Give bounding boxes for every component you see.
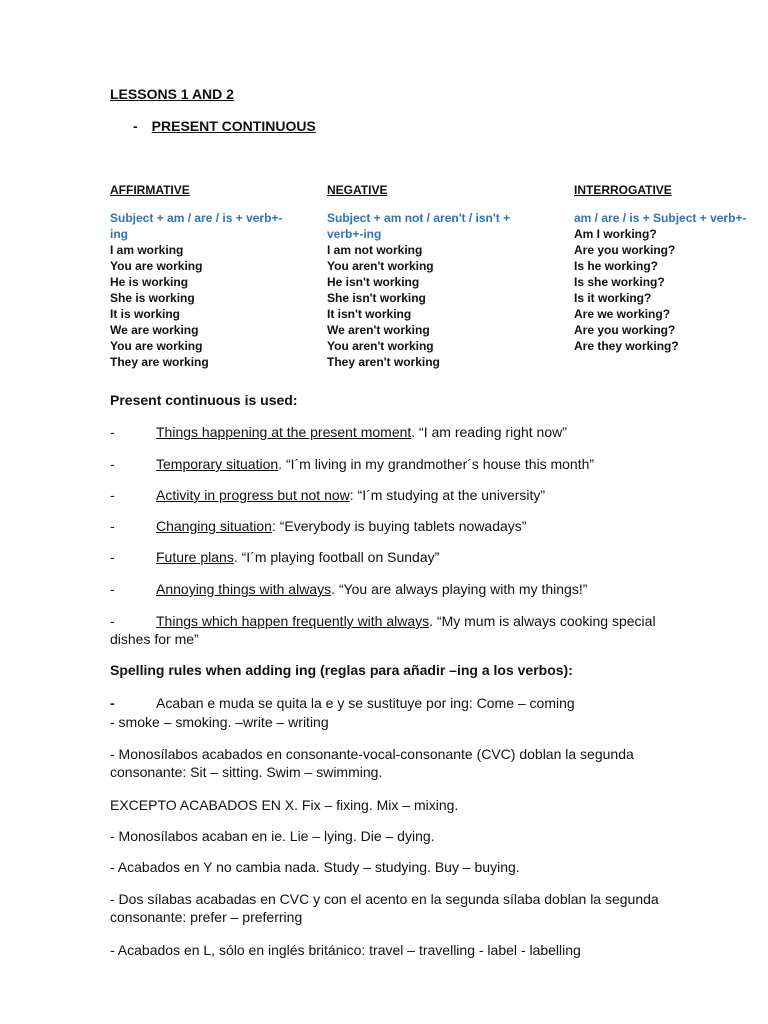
use-example: : “Everybody is buying tablets nowadays” bbox=[271, 518, 527, 534]
use-dash: - bbox=[110, 518, 115, 534]
use-label: Temporary situation bbox=[156, 456, 279, 472]
affirmative-row: They are working bbox=[110, 355, 209, 369]
spelling-rule-text: Acaban e muda se quita la e y se sustituye por ing: Come – coming bbox=[156, 695, 575, 711]
interrogative-row: Are we working? bbox=[574, 307, 671, 321]
interrogative-column bbox=[574, 182, 746, 354]
negative-row: It isn't working bbox=[327, 307, 412, 321]
use-example: . “I´m playing football on Sunday” bbox=[233, 549, 440, 565]
use-dash: - bbox=[110, 613, 115, 629]
spelling-rule: EXCEPTO ACABADOS EN X. Fix – fixing. Mix – mixing. bbox=[110, 797, 459, 813]
negative-row: They aren't working bbox=[327, 355, 440, 369]
interrogative-row: Are you working? bbox=[574, 323, 676, 337]
spelling-dash: - bbox=[110, 695, 115, 711]
use-example: : “I´m studying at the university” bbox=[349, 487, 546, 503]
affirmative-row: You are working bbox=[110, 339, 203, 353]
document-title: LESSONS 1 AND 2 bbox=[110, 86, 234, 102]
affirmative-formula: Subject + am / are / is + verb+-ing bbox=[110, 211, 283, 241]
use-label: Changing situation bbox=[156, 518, 272, 534]
use-dash: - bbox=[110, 456, 115, 472]
subtitle-dash: - bbox=[133, 118, 138, 134]
use-dash: - bbox=[110, 424, 115, 440]
negative-heading: NEGATIVE bbox=[327, 183, 388, 197]
affirmative-row: We are working bbox=[110, 323, 199, 337]
spelling-rule bbox=[110, 694, 670, 712]
use-item bbox=[110, 423, 670, 441]
negative-row: She isn't working bbox=[327, 291, 426, 305]
use-label: Things which happen frequently with always bbox=[156, 613, 430, 629]
spelling-rule: - Acabados en L, sólo en inglés británico: travel – travelling - label - labelling bbox=[110, 942, 581, 958]
interrogative-row: Am I working? bbox=[574, 227, 657, 241]
subtitle-text: PRESENT CONTINUOUS bbox=[151, 118, 316, 134]
affirmative-heading: AFFIRMATIVE bbox=[110, 183, 190, 197]
use-example: . “My mum is always cooking special dishes for me” bbox=[110, 613, 656, 647]
section-subtitle bbox=[133, 118, 316, 134]
use-dash: - bbox=[110, 549, 115, 565]
uses-heading: Present continuous is used: bbox=[110, 392, 298, 408]
use-label: Future plans bbox=[156, 549, 234, 565]
use-example: . “I´m living in my grandmother´s house this month” bbox=[278, 456, 595, 472]
use-label: Things happening at the present moment bbox=[156, 424, 412, 440]
use-dash: - bbox=[110, 487, 115, 503]
use-label: Activity in progress but not now bbox=[156, 487, 350, 503]
interrogative-row: Are you working? bbox=[574, 243, 676, 257]
spelling-rule: - Monosílabos acaban en ie. Lie – lying. Die – dying. bbox=[110, 828, 435, 844]
use-item bbox=[110, 580, 670, 598]
interrogative-row: Is she working? bbox=[574, 275, 665, 289]
interrogative-row: Is he working? bbox=[574, 259, 659, 273]
use-example: . “I am reading right now” bbox=[411, 424, 567, 440]
interrogative-heading: INTERROGATIVE bbox=[574, 183, 672, 197]
interrogative-row: Is it working? bbox=[574, 291, 652, 305]
interrogative-row: Are they working? bbox=[574, 339, 679, 353]
spelling-rule: - smoke – smoking. –write – writing bbox=[110, 714, 329, 730]
use-dash: - bbox=[110, 581, 115, 597]
use-label: Annoying things with always bbox=[156, 581, 332, 597]
use-item bbox=[110, 517, 670, 535]
use-example: . “You are always playing with my things!” bbox=[331, 581, 588, 597]
use-item bbox=[110, 486, 670, 504]
affirmative-row: You are working bbox=[110, 259, 203, 273]
affirmative-column bbox=[110, 182, 300, 370]
use-item bbox=[110, 612, 670, 648]
negative-row: You aren't working bbox=[327, 339, 434, 353]
use-item bbox=[110, 548, 670, 566]
negative-row: We aren't working bbox=[327, 323, 430, 337]
spelling-heading: Spelling rules when adding ing (reglas para añadir –ing a los verbos): bbox=[110, 662, 573, 678]
spelling-rule: - Acabados en Y no cambia nada. Study – studying. Buy – buying. bbox=[110, 859, 520, 875]
use-item bbox=[110, 455, 670, 473]
negative-formula: Subject + am not / aren't / isn't + verb+-ing bbox=[327, 211, 511, 241]
spelling-rule: - Dos sílabas acabadas en CVC y con el acento en la segunda sílaba doblan la segunda consonante: prefer – preferring bbox=[110, 891, 659, 925]
negative-row: I am not working bbox=[327, 243, 423, 257]
affirmative-row: She is working bbox=[110, 291, 195, 305]
affirmative-row: I am working bbox=[110, 243, 184, 257]
interrogative-formula: am / are / is + Subject + verb+- bbox=[574, 211, 747, 225]
affirmative-row: He is working bbox=[110, 275, 189, 289]
negative-column bbox=[327, 182, 517, 370]
spelling-rule: - Monosílabos acabados en consonante-vocal-consonante (CVC) doblan la segunda consonante: Sit – sitting. Swim – swimming. bbox=[110, 746, 634, 780]
negative-row: You aren't working bbox=[327, 259, 434, 273]
affirmative-row: It is working bbox=[110, 307, 181, 321]
negative-row: He isn't working bbox=[327, 275, 420, 289]
